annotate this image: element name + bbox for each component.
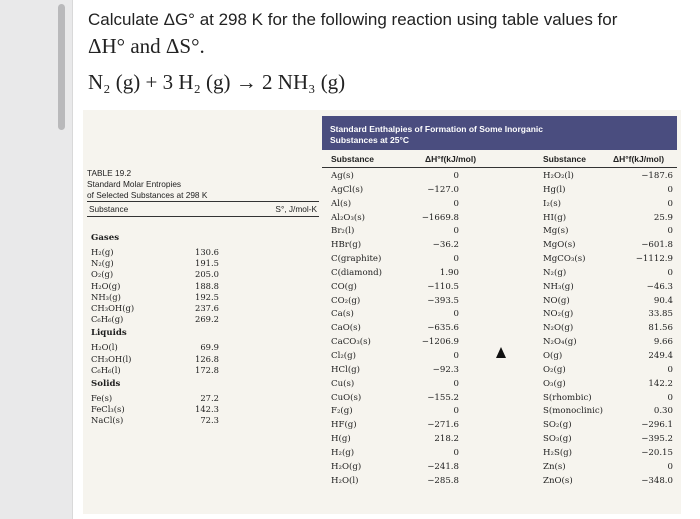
enthalpy-value-cell: −46.3 <box>646 281 673 292</box>
substance-cell: H₂(g) <box>91 247 114 257</box>
enthalpy-value-cell: −92.3 <box>432 364 459 375</box>
enthalpy-value-cell: −296.1 <box>641 420 673 431</box>
section-label-gases: Gases <box>91 233 120 243</box>
enthalpy-value-cell: 0 <box>453 406 459 417</box>
substance-cell: O₃(g) <box>543 378 566 389</box>
substance-cell: SO₂(g) <box>543 420 572 431</box>
enthalpy-value-cell: 90.4 <box>653 295 673 306</box>
substance-cell: HBr(g) <box>331 240 362 251</box>
substance-cell: NO₂(g) <box>543 309 574 320</box>
substance-cell: Zn(s) <box>543 461 566 472</box>
enthalpy-value-cell: −155.2 <box>427 392 459 403</box>
enthalpy-value-cell: 0 <box>667 364 673 375</box>
substance-cell: I₂(s) <box>543 198 561 209</box>
enthalpy-value-cell: −271.6 <box>427 420 459 431</box>
column-header-substance: Substance <box>89 204 129 214</box>
substance-cell: CO(g) <box>331 281 357 292</box>
enthalpy-value-cell: −110.5 <box>427 281 459 292</box>
substance-cell: C(diamond) <box>331 267 383 278</box>
enthalpy-left-values <box>401 170 459 488</box>
mouse-cursor-icon <box>496 347 506 358</box>
table-row <box>87 314 319 325</box>
enthalpy-value-cell: 0 <box>667 267 673 278</box>
entropy-value-cell: 130.6 <box>195 247 219 257</box>
substance-cell: C(graphite) <box>331 254 382 265</box>
column-header-substance: Substance <box>331 154 374 164</box>
enthalpy-value-cell: −601.8 <box>641 240 673 251</box>
table-rule <box>87 216 319 217</box>
substance-cell: F₂(g) <box>331 406 353 417</box>
substance-cell: Mg(s) <box>543 226 569 237</box>
entropy-table-subtitle: of Selected Substances at 298 K <box>87 190 208 200</box>
entropy-value-cell: 192.5 <box>195 291 219 302</box>
enthalpy-value-cell: 0 <box>667 198 673 209</box>
substance-cell: N₂(g) <box>543 267 567 278</box>
substance-cell: O₂(g) <box>543 364 566 375</box>
substance-cell: Cu(s) <box>331 378 355 389</box>
entropy-value-cell: 188.8 <box>195 280 219 291</box>
enthalpy-right-values <box>607 170 673 488</box>
substance-cell: Ag(s) <box>331 171 354 181</box>
substance-cell: Al₂O₃(s) <box>331 212 366 223</box>
enthalpy-value-cell: 0 <box>453 226 459 237</box>
enthalpy-value-cell: 0 <box>667 392 673 403</box>
enthalpy-value-cell: 0.30 <box>653 406 673 417</box>
substance-cell: CH₃OH(l) <box>91 353 132 364</box>
substance-cell: Cl₂(g) <box>331 350 356 361</box>
question-text: Calculate ΔG° at 298 K for the following reaction using table values for <box>88 10 618 29</box>
substance-cell: MgCO₃(s) <box>543 254 586 265</box>
entropy-table-label: TABLE 19.2 <box>87 168 132 178</box>
scrollbar-thumb[interactable] <box>58 4 65 130</box>
substance-cell: H₂O(l) <box>331 475 359 486</box>
enthalpy-value-cell: 218.2 <box>434 434 459 445</box>
table-row <box>87 354 319 365</box>
entropy-value-cell: 269.2 <box>195 314 219 325</box>
substance-cell: O(g) <box>543 350 563 361</box>
enthalpy-value-cell: −241.8 <box>427 461 459 472</box>
enthalpy-value-cell: −20.15 <box>641 447 673 458</box>
enthalpy-value-cell: 0 <box>453 171 459 181</box>
substance-cell: H₂O(g) <box>91 280 121 291</box>
enthalpy-value-cell: −1206.9 <box>421 337 459 348</box>
reference-tables-image <box>83 110 681 514</box>
enthalpy-value-cell: 0 <box>453 198 459 209</box>
entropy-value-cell: 205.0 <box>195 269 219 280</box>
table-row <box>87 292 319 303</box>
table-row <box>87 258 319 269</box>
enthalpy-value-cell: 0 <box>667 184 673 195</box>
substance-cell: AgCl(s) <box>331 184 364 195</box>
column-header-substance: Substance <box>543 154 586 164</box>
section-label-solids: Solids <box>91 378 121 389</box>
enthalpy-value-cell: −1669.8 <box>421 212 459 223</box>
entropy-table-title: Standard Molar Entropies <box>87 179 182 189</box>
substance-cell: CuO(s) <box>331 392 362 403</box>
enthalpy-value-cell: 0 <box>667 226 673 237</box>
substance-cell: NO(g) <box>543 295 570 306</box>
substance-cell: CaCO₃(s) <box>331 337 371 348</box>
table-row <box>87 281 319 292</box>
enthalpy-value-cell: −635.6 <box>427 323 459 334</box>
substance-cell: CaO(s) <box>331 323 361 334</box>
reaction-equation: N₂ (g) + 3 H₂ (g) → 2 NH₃ (g) <box>88 70 346 94</box>
enthalpy-value-cell: −127.0 <box>427 184 459 195</box>
table-row <box>87 247 319 258</box>
enthalpy-value-cell: 33.85 <box>648 309 673 320</box>
enthalpy-value-cell: −395.2 <box>641 434 673 445</box>
substance-cell: H₂(g) <box>331 447 355 458</box>
substance-cell: H(g) <box>331 434 351 445</box>
enthalpy-value-cell: −1112.9 <box>635 254 673 265</box>
enthalpy-value-cell: 249.4 <box>648 350 673 361</box>
entropy-value-cell: 72.3 <box>200 415 219 426</box>
enthalpy-value-cell: −285.8 <box>427 475 459 486</box>
enthalpy-value-cell: 0 <box>667 461 673 472</box>
substance-cell: HF(g) <box>331 420 357 431</box>
substance-cell: O₂(g) <box>91 269 114 280</box>
entropy-table-body <box>87 230 319 426</box>
entropy-value-cell: 191.5 <box>195 258 219 269</box>
enthalpy-table-title: Standard Enthalpies of Formation of Some Inorganic Substances at 25°C <box>322 116 677 150</box>
substance-cell: S(monoclinic) <box>543 406 604 417</box>
substance-cell: NH₃(g) <box>91 291 121 302</box>
substance-cell: MgO(s) <box>543 240 576 251</box>
entropy-value-cell: 27.2 <box>200 392 219 403</box>
table-row <box>87 269 319 280</box>
enthalpy-value-cell: −393.5 <box>427 295 459 306</box>
enthalpy-value-cell: −348.0 <box>641 475 673 486</box>
enthalpy-left-substances <box>331 170 411 488</box>
enthalpy-value-cell: 0 <box>453 309 459 320</box>
substance-cell: CO₂(g) <box>331 295 361 306</box>
enthalpy-value-cell: 81.56 <box>648 323 673 334</box>
substance-cell: N₂O₄(g) <box>543 337 577 348</box>
table-row <box>87 404 319 415</box>
question-card <box>72 0 700 519</box>
enthalpy-value-cell: 142.2 <box>648 378 673 389</box>
enthalpy-value-cell: 0 <box>453 350 459 361</box>
column-header-enthalpy: ΔH°f(kJ/mol) <box>613 154 665 164</box>
entropy-table-header <box>87 168 319 217</box>
substance-cell: S(rhombic) <box>543 392 592 403</box>
substance-cell: N₂(g) <box>91 258 114 269</box>
substance-cell: FeCl₃(s) <box>91 404 125 415</box>
substance-cell: Hg(l) <box>543 184 566 195</box>
substance-cell: H₂O(g) <box>331 461 362 472</box>
substance-cell: Ca(s) <box>331 309 354 320</box>
entropy-value-cell: 237.6 <box>195 302 219 313</box>
substance-cell: NaCl(s) <box>91 415 124 426</box>
substance-cell: Br₂(l) <box>331 226 355 237</box>
enthalpy-value-cell: −187.6 <box>641 171 673 181</box>
substance-cell: Fe(s) <box>91 392 113 403</box>
substance-cell: H₂O₂(l) <box>543 171 574 181</box>
substance-cell: NH₃(g) <box>543 281 574 292</box>
substance-cell: H₂S(g) <box>543 447 573 458</box>
entropy-value-cell: 69.9 <box>200 342 219 353</box>
table-row <box>87 393 319 404</box>
enthalpy-value-cell: 0 <box>453 254 459 265</box>
enthalpy-value-cell: 1.90 <box>439 267 459 278</box>
substance-cell: HI(g) <box>543 212 567 223</box>
enthalpy-value-cell: 0 <box>453 378 459 389</box>
table-row <box>87 303 319 314</box>
enthalpy-value-cell: 25.9 <box>653 212 673 223</box>
substance-cell: C₆H₆(l) <box>91 364 121 375</box>
column-header-entropy: S°, J/mol-K <box>275 204 317 214</box>
table-row <box>87 415 319 426</box>
section-label-liquids: Liquids <box>91 328 127 339</box>
question-text-continued: ΔH° and ΔS°. <box>88 34 205 58</box>
table-row <box>87 365 319 376</box>
enthalpy-value-cell: 9.66 <box>653 337 673 348</box>
substance-cell: N₂O(g) <box>543 323 574 334</box>
header-rule <box>322 167 677 168</box>
substance-cell: Al(s) <box>331 198 352 209</box>
substance-cell: SO₃(g) <box>543 434 572 445</box>
entropy-value-cell: 142.3 <box>195 404 219 415</box>
table-row <box>87 342 319 353</box>
enthalpy-value-cell: −36.2 <box>432 240 459 251</box>
substance-cell: H₂O(l) <box>91 342 118 353</box>
substance-cell: C₆H₆(g) <box>91 314 124 325</box>
substance-cell: ZnO(s) <box>543 475 573 486</box>
column-header-enthalpy: ΔH°f(kJ/mol) <box>425 154 477 164</box>
entropy-value-cell: 126.8 <box>195 353 219 364</box>
substance-cell: HCl(g) <box>331 364 361 375</box>
substance-cell: CH₃OH(g) <box>91 302 135 313</box>
entropy-value-cell: 172.8 <box>195 364 219 375</box>
enthalpy-value-cell: 0 <box>453 447 459 458</box>
